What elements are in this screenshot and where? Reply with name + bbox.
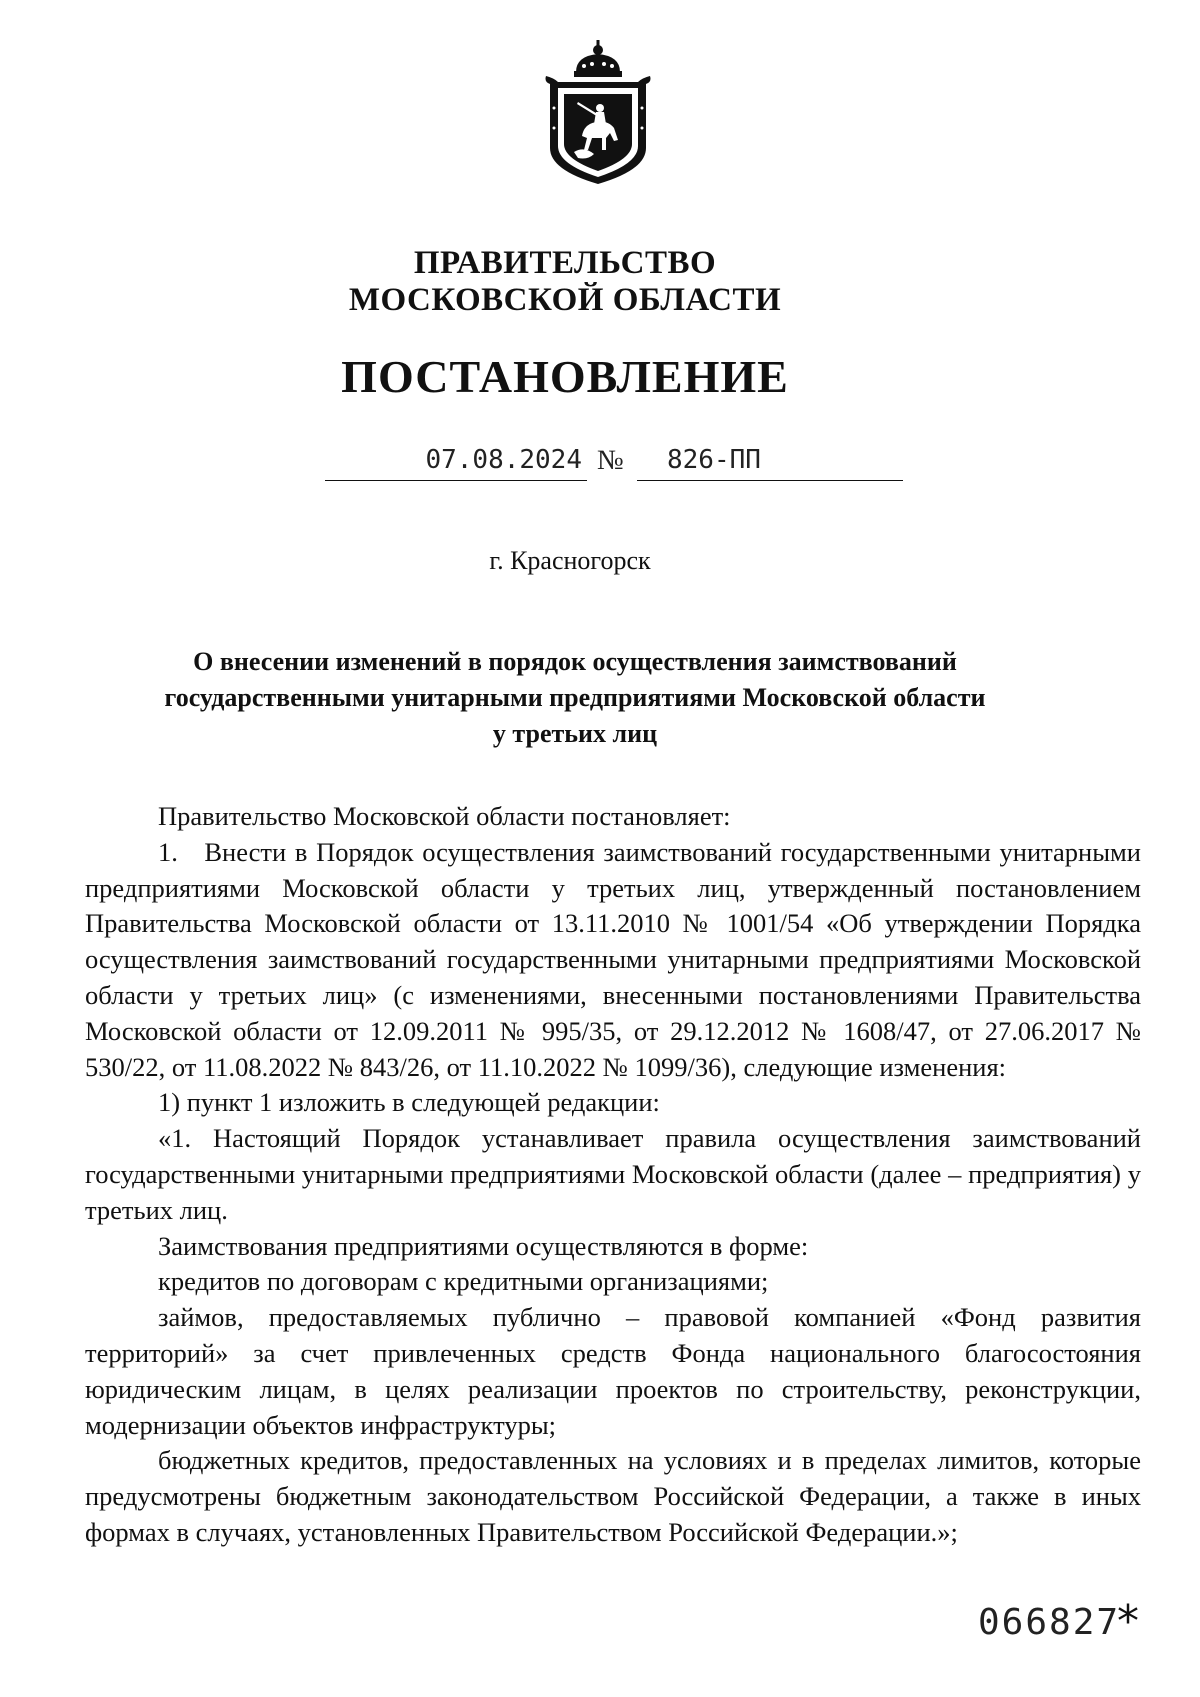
document-body xyxy=(85,799,1141,1551)
body-paragraph: 1. Внести в Порядок осуществления заимствований государственными унитарными предприятиями Московской области у третьих лиц, утвержденный постановлением Правительства Московской области от 13.11.2010 № 1001/54 «Об утверждении Порядка осуществления заимствований государственными унитарными предприятиями Московской области у третьих лиц» (с изменениями, внесенными постановлениями Правительства Московской области от 12.09.2011 № 995/35, от 29.12.2012 № 1608/47, от 27.06.2017 № 530/22, от 11.08.2022 № 843/26, от 11.10.2022 № 1099/36), следующие изменения: xyxy=(85,836,1141,1082)
registration-number: 066827 xyxy=(978,1602,1121,1643)
document-number: 826-ПП xyxy=(667,445,761,475)
number-sign: № xyxy=(597,445,624,476)
asterisk-mark: * xyxy=(1117,1596,1139,1647)
organization-name-line1: ПРАВИТЕЛЬСТВО xyxy=(413,245,717,281)
title-line: у третьих лиц xyxy=(492,719,658,748)
body-paragraph: Заимствования предприятиями осуществляются в форме: xyxy=(158,1230,809,1261)
organization-name-line2: МОСКОВСКОЙ ОБЛАСТИ xyxy=(348,282,782,318)
body-paragraph: 1) пункт 1 изложить в следующей редакции: xyxy=(158,1087,660,1118)
moscow-oblast-emblem xyxy=(540,38,656,188)
document-number-field xyxy=(637,445,903,475)
document-title xyxy=(80,644,1070,752)
body-paragraph: кредитов по договорам с кредитными организациями; xyxy=(158,1266,769,1297)
body-paragraph: Правительство Московской области постановляет: xyxy=(158,801,731,831)
number-underline xyxy=(637,480,903,481)
document-date: 07.08.2024 xyxy=(425,445,582,475)
body-paragraph: займов, предоставляемых публично – правовой компанией «Фонд развития территорий» за счет привлеченных средств Фонда национального благосостояния юридическим лицам, в целях реализации проектов по строительству, реконструкции, модернизации объектов инфраструктуры; xyxy=(85,1302,1141,1440)
body-paragraph: «1. Настоящий Порядок устанавливает правила осуществления заимствований государственными унитарными предприятиями Московской области (далее – предприятия) у третьих лиц. xyxy=(85,1123,1141,1225)
date-underline xyxy=(325,480,587,481)
title-line: О внесении изменений в порядок осуществления заимствований xyxy=(193,647,957,676)
document-date-number xyxy=(325,445,905,485)
body-paragraph: бюджетных кредитов, предоставленных на условиях и в пределах лимитов, которые предусмотрены бюджетным законодательством Российской Федерации, а также в иных формах в случаях, установленных Правительством Российской Федерации.»; xyxy=(85,1445,1141,1547)
document-city: г. Красногорск xyxy=(489,546,651,575)
title-line: государственными унитарными предприятиями Московской области xyxy=(164,683,986,712)
document-type: ПОСТАНОВЛЕНИЕ xyxy=(341,351,789,402)
